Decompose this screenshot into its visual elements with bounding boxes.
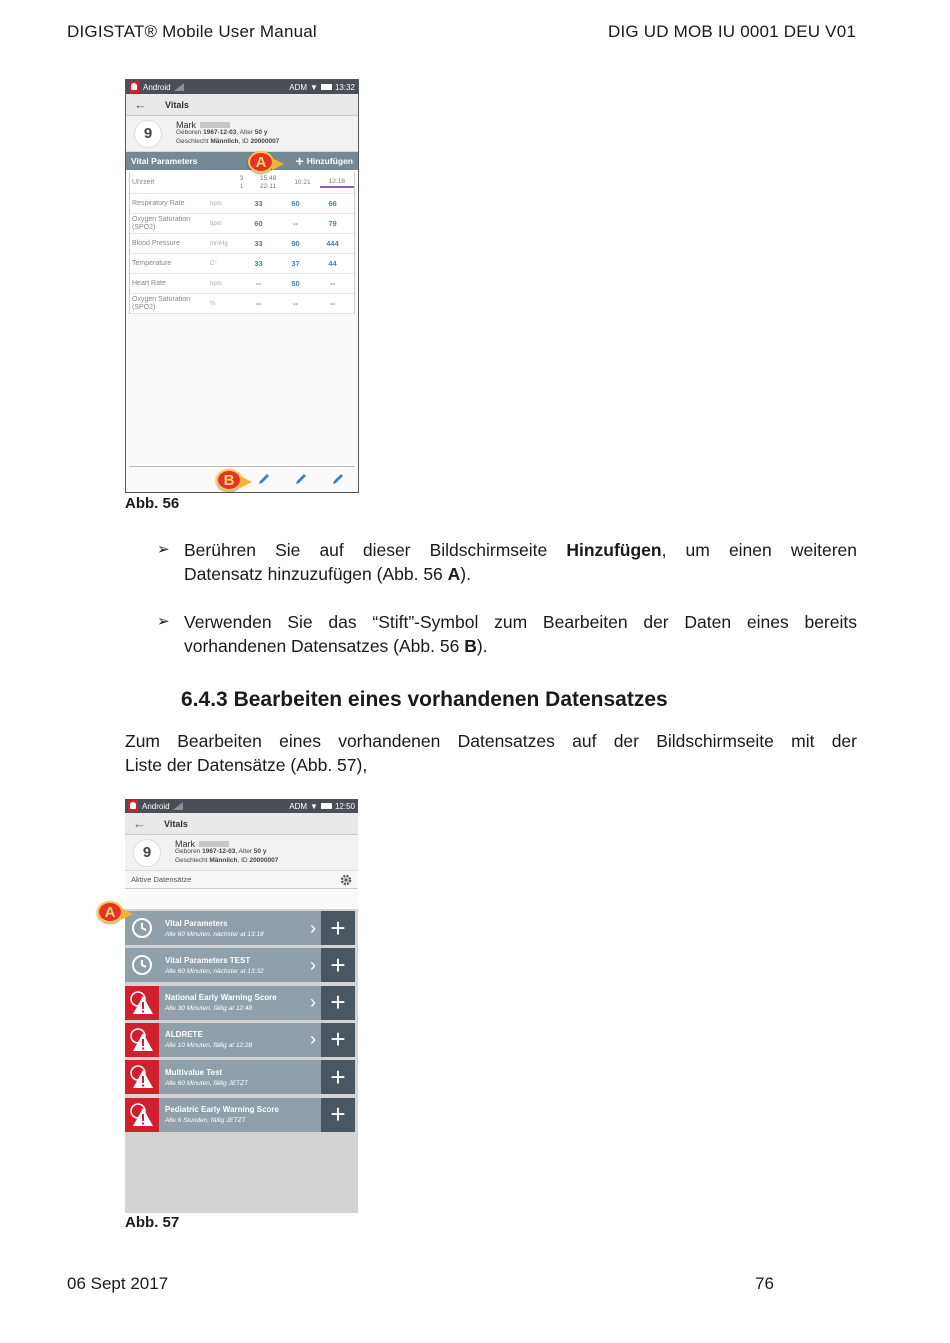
id-value: 20000007 <box>249 856 279 864</box>
time-col[interactable]: 15:48 22-11 <box>259 174 277 190</box>
status-bar <box>126 80 358 94</box>
callout-a: A <box>97 901 123 923</box>
parameter-name: Respiratory Rate <box>132 199 185 207</box>
callout-b: B <box>216 469 242 491</box>
record-schedule: Alle 10 Minuten, fällig at 12:28 <box>165 1042 253 1050</box>
chevron-right-icon[interactable]: › <box>310 954 316 975</box>
app-bar <box>125 813 358 835</box>
footer-date: 06 Sept 2017 <box>67 1274 169 1293</box>
parameter-value[interactable]: 444 <box>326 239 339 248</box>
gear-icon[interactable] <box>340 874 352 886</box>
blurred-surname <box>200 122 230 128</box>
parameter-value[interactable]: -- <box>293 299 298 308</box>
plus-icon: + <box>295 153 304 169</box>
record-title: National Early Warning Score <box>165 993 277 1003</box>
parameter-value[interactable]: 66 <box>328 199 337 208</box>
active-records-header <box>125 871 358 889</box>
record-schedule: Alle 6 Stunden, fällig JETZT <box>165 1117 246 1124</box>
add-label: Hinzufügen <box>306 156 353 166</box>
parameter-value[interactable]: 60 <box>291 199 300 208</box>
born-value: 1967-12-03 <box>203 129 237 137</box>
figure-caption: Abb. 56 <box>125 495 180 512</box>
bullet-item: ➢ Verwenden Sie das “Stift”-Symbol zum Bearbeiten der Daten eines bereits vorhandenen Datensatzes (Abb. 56 B). <box>157 612 857 656</box>
bold-term: Hinzufügen <box>566 540 662 560</box>
sex-label: Geschlecht <box>176 137 209 145</box>
wifi-icon: ▼ <box>310 82 318 92</box>
parameter-value[interactable]: 33 <box>254 239 263 248</box>
record-list-item[interactable] <box>125 1023 355 1057</box>
born-label: Geboren <box>175 848 201 856</box>
status-os-label: Android <box>143 82 171 92</box>
warning-icon <box>125 1023 159 1057</box>
table-row <box>130 214 354 234</box>
table-row <box>130 254 354 274</box>
battery-icon <box>321 84 332 90</box>
age-label: , Alter <box>236 129 253 137</box>
add-record-button[interactable]: + <box>321 1023 355 1057</box>
record-schedule: Alle 60 Minuten, nächster at 13:18 <box>165 930 264 938</box>
record-list-item[interactable] <box>125 986 355 1020</box>
status-time: 12:50 <box>334 801 355 811</box>
chevron-right-icon[interactable]: › <box>310 1029 316 1050</box>
vital-parameters-bar <box>126 152 358 170</box>
sex-label: Geschlecht <box>175 856 208 864</box>
record-title: Pediatric Early Warning Score <box>165 1105 279 1114</box>
table-row <box>130 274 354 294</box>
sex-value: Männlich <box>210 137 239 145</box>
status-time: 13:32 <box>334 82 355 92</box>
page-number: 76 <box>755 1274 774 1293</box>
id-value: 20000007 <box>250 137 280 145</box>
add-record-button[interactable]: + <box>321 1098 355 1132</box>
bed-number: 9 <box>133 839 161 867</box>
section-heading: 6.4.3 Bearbeiten eines vorhandenen Datensatzes <box>181 688 668 711</box>
record-title: Vital Parameters <box>165 918 228 928</box>
warning-icon <box>125 1060 159 1094</box>
time-col: 3 1 <box>239 175 244 190</box>
arrow-bullet-icon: ➢ <box>157 541 170 558</box>
parameter-value[interactable]: -- <box>293 219 298 228</box>
patient-header <box>126 116 358 152</box>
parameter-value[interactable]: 60 <box>254 219 263 228</box>
status-bar <box>125 799 358 813</box>
body-paragraph: Zum Bearbeiten eines vorhandenen Datensatzes auf der Bildschirmseite mit der Liste der Datensätze (Abb. 57), <box>125 731 857 775</box>
callout-a: A <box>248 151 274 173</box>
parameter-name: Oxygen Saturation (SPO2) <box>132 215 190 231</box>
parameter-unit: % <box>210 300 216 307</box>
wifi-icon: ▼ <box>310 801 318 811</box>
chevron-right-icon[interactable]: › <box>310 992 316 1013</box>
record-title: Vital Parameters TEST <box>165 955 251 965</box>
add-record-button[interactable]: + <box>321 1060 355 1094</box>
age-value: 50 y <box>254 129 268 137</box>
figure-57-screenshot <box>125 799 358 1213</box>
pencil-icon[interactable] <box>331 472 345 486</box>
header-manual-title: DIGISTAT® Mobile User Manual <box>67 22 317 41</box>
parameter-value[interactable]: -- <box>256 299 261 308</box>
parameter-unit: bpm <box>210 220 222 227</box>
active-records-title: Aktive Datensätze <box>131 875 192 884</box>
record-schedule: Alle 60 Minuten, nächster at 13:32 <box>165 967 264 975</box>
app-bar-title: Vitals <box>164 818 188 829</box>
parameter-name: Temperature <box>132 259 172 267</box>
parameter-value[interactable]: 79 <box>328 219 337 228</box>
bullet-item: ➢ Berühren Sie auf dieser Bildschirmseite Hinzufügen, um einen weiteren Datensatz hinzuzufügen (Abb. 56 A). <box>157 540 857 584</box>
record-list-item[interactable] <box>125 948 355 982</box>
add-record-button[interactable]: + <box>321 911 355 945</box>
back-arrow-icon[interactable]: ← <box>134 97 147 112</box>
header-doc-code: DIG UD MOB IU 0001 DEU V01 <box>608 22 856 41</box>
bed-number: 9 <box>134 120 162 148</box>
age-value: 50 y <box>253 848 267 856</box>
id-label: , ID <box>237 856 248 864</box>
parameter-name: Heart Rate <box>132 279 166 287</box>
record-list-item[interactable] <box>125 911 355 945</box>
id-label: , ID <box>238 137 249 145</box>
patient-name: Mark <box>175 838 195 849</box>
chevron-right-icon[interactable]: › <box>310 917 316 938</box>
alarm-bell-icon <box>129 81 139 93</box>
parameter-unit: bpm <box>210 280 222 287</box>
signal-icon <box>174 83 184 91</box>
add-record-button[interactable] <box>296 154 353 168</box>
app-bar-title: Vitals <box>165 99 189 110</box>
record-title: ALDRETE <box>165 1030 203 1040</box>
alarm-bell-icon <box>128 800 138 812</box>
warning-icon <box>125 986 159 1020</box>
born-label: Geboren <box>176 129 202 137</box>
parameter-value[interactable]: -- <box>330 299 335 308</box>
patient-header <box>125 835 358 871</box>
patient-name: Mark <box>176 119 196 130</box>
add-record-button[interactable]: + <box>321 948 355 982</box>
signal-icon <box>173 802 183 810</box>
table-row <box>130 234 354 254</box>
back-arrow-icon[interactable]: ← <box>133 816 146 831</box>
parameter-value[interactable]: 37 <box>291 259 300 268</box>
record-list-item[interactable] <box>125 1060 355 1094</box>
time-col[interactable]: 10:21 <box>294 178 311 186</box>
status-user: ADM <box>289 801 308 811</box>
section-title: Vital Parameters <box>131 156 198 166</box>
parameter-value[interactable]: 44 <box>328 259 337 268</box>
status-user: ADM <box>289 82 308 92</box>
sex-value: Männlich <box>209 856 238 864</box>
parameter-value[interactable]: 50 <box>291 279 300 288</box>
parameter-name: Oxygen Saturation (SPO2) <box>132 295 190 311</box>
record-list-item[interactable] <box>125 1098 355 1132</box>
active-records-list <box>125 909 358 1213</box>
parameter-value[interactable]: -- <box>256 279 261 288</box>
status-os-label: Android <box>142 801 170 811</box>
clock-icon <box>125 948 159 982</box>
figure-56-screenshot <box>125 79 359 493</box>
born-value: 1967-12-03 <box>202 848 236 856</box>
table-row <box>130 194 354 214</box>
time-col[interactable]: 12:18 <box>320 178 354 188</box>
parameter-value[interactable]: 33 <box>254 199 263 208</box>
record-title: Multivalue Test <box>165 1067 223 1077</box>
age-label: , Alter <box>235 848 252 856</box>
battery-icon <box>321 803 332 809</box>
table-header-row <box>130 172 354 194</box>
parameter-unit: bpm <box>210 200 222 207</box>
parameter-unit: C° <box>210 260 217 267</box>
time-label: Uhrzeit <box>132 178 155 186</box>
figure-caption: Abb. 57 <box>125 1214 180 1231</box>
arrow-bullet-icon: ➢ <box>157 613 170 630</box>
parameter-name: Blood Pressure <box>132 239 180 247</box>
table-row <box>130 294 354 314</box>
parameter-value[interactable]: -- <box>330 279 335 288</box>
blurred-surname <box>199 841 229 847</box>
parameter-value[interactable]: 33 <box>254 259 263 268</box>
vitals-table <box>129 172 355 314</box>
add-record-button[interactable]: + <box>321 986 355 1020</box>
parameter-value[interactable]: 90 <box>291 239 300 248</box>
record-schedule: Alle 30 Minuten, fällig at 12:48 <box>165 1005 253 1013</box>
pencil-icon[interactable] <box>257 472 271 486</box>
app-bar <box>126 94 358 116</box>
parameter-unit: mmHg <box>210 240 228 247</box>
pencil-icon[interactable] <box>294 472 308 486</box>
warning-icon <box>125 1098 159 1132</box>
record-schedule: Alle 60 Minuten, fällig JETZT <box>165 1079 249 1087</box>
